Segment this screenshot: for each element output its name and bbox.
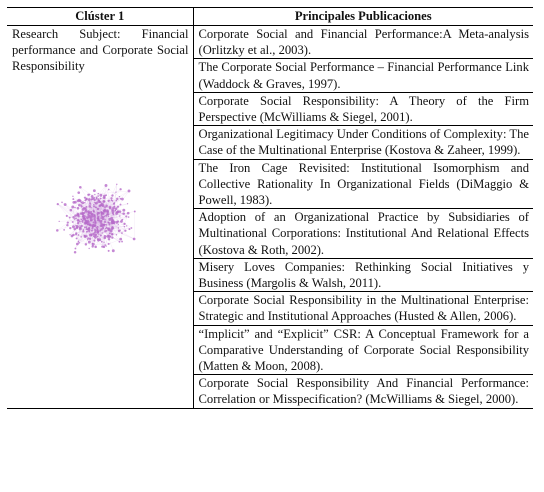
publication-cell: Adoption of an Organizational Practice by Subsidiaries of Multinational Corporations: Institutional And Relational Effects (Kostova & Roth, 2002). xyxy=(193,209,533,259)
publication-cell: Corporate Social Responsibility: A Theory of the Firm Perspective (McWilliams & Siegel, 2001). xyxy=(193,92,533,125)
table-row xyxy=(7,26,533,59)
cluster-subject: Research Subject: Financial performance and Corporate Social Responsibility xyxy=(12,27,189,74)
cluster-header: Clúster 1 xyxy=(7,8,193,26)
publication-cell: Misery Loves Companies: Rethinking Social Initiatives y Business (Margolis & Walsh, 2011). xyxy=(193,258,533,291)
publication-cell: Corporate Social and Financial Performance:A Meta-analysis (Orlitzky et al., 2003). xyxy=(193,26,533,59)
publication-cell: Corporate Social Responsibility And Financial Performance: Correlation or Misspecification? (McWilliams & Siegel, 2000). xyxy=(193,375,533,408)
publication-cell: The Corporate Social Performance – Financial Performance Link (Waddock & Graves, 1997). xyxy=(193,59,533,92)
publication-cell: Corporate Social Responsibility in the Multinational Enterprise: Strategic and Institutional Approaches (Husted & Allen, 2006). xyxy=(193,292,533,325)
cluster-cell xyxy=(7,26,193,409)
publication-cell: “Implicit” and “Explicit” CSR: A Conceptual Framework for a Comparative Understanding of Corporate Social Responsibility (Matten & Moon, 2008). xyxy=(193,325,533,375)
publication-cell: Organizational Legitimacy Under Conditions of Complexity: The Case of the Multinational Enterprise (Kostova & Zaheer, 1999). xyxy=(193,126,533,159)
cluster-table xyxy=(7,7,533,409)
table-header-row xyxy=(7,8,533,26)
co-citation-network-image xyxy=(29,152,169,292)
publications-header: Principales Publicaciones xyxy=(193,8,533,26)
publication-cell: The Iron Cage Revisited: Institutional Isomorphism and Collective Rationality In Organizational Fields (DiMaggio & Powell, 1983). xyxy=(193,159,533,209)
